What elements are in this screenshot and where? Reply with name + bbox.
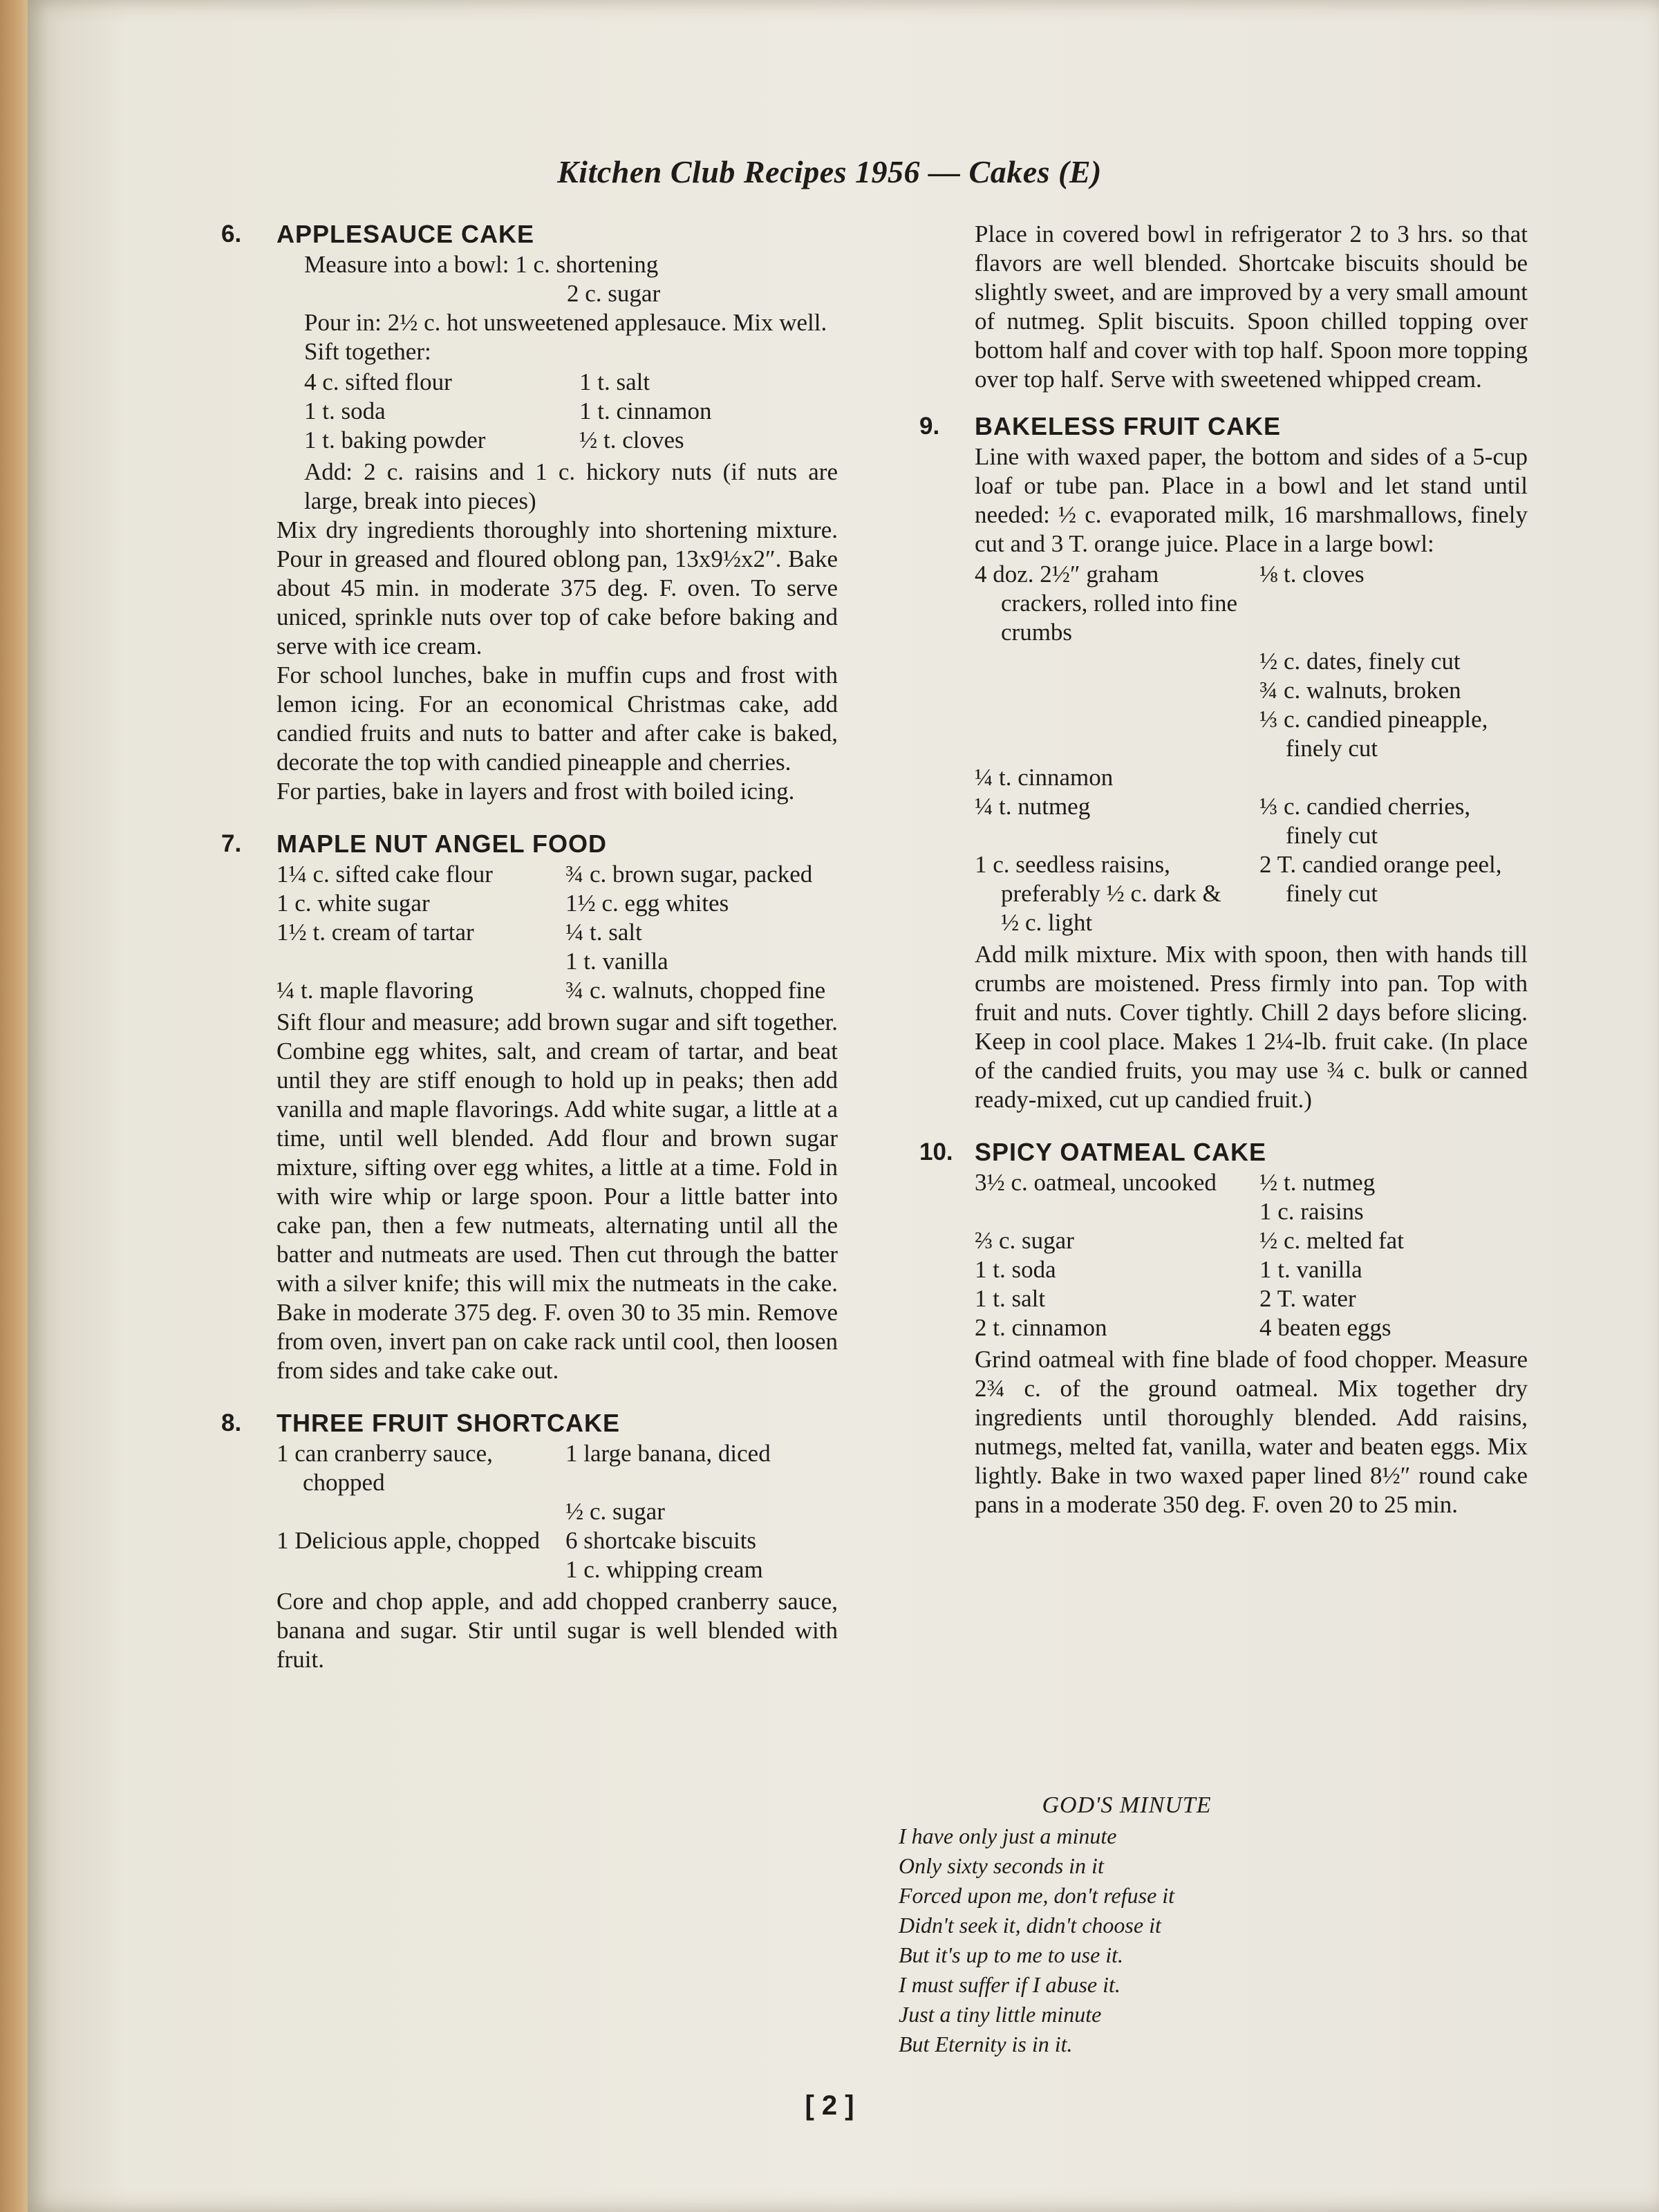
ingredient: [975, 676, 1243, 705]
recipe-text: Pour in: 2½ c. hot unsweetened applesauce. Mix well.: [304, 309, 827, 336]
ingredient: ¼ t. maple flavoring: [276, 977, 474, 1004]
recipe-number: 9.: [919, 413, 940, 440]
ingredient: 1½ t. cream of tartar: [276, 919, 474, 946]
ingredient: ¼ t. nutmeg: [975, 793, 1091, 820]
poem-line: I have only just a minute: [899, 1824, 1117, 1848]
ingredient-list: [276, 860, 838, 1005]
ingredient: 4 c. sifted flour: [304, 368, 452, 395]
ingredient: 1 large banana, diced: [565, 1440, 771, 1467]
ingredient: 6 shortcake biscuits: [565, 1527, 757, 1554]
ingredient: 1 t. soda: [304, 397, 386, 424]
ingredient-list: [276, 1439, 838, 1584]
ingredient: 1 t. vanilla: [1259, 1256, 1362, 1283]
recipe-text: Sift together:: [304, 338, 431, 365]
ingredient: [276, 1555, 549, 1584]
ingredient: 1 t. baking powder: [304, 427, 486, 453]
ingredient: 1 Delicious apple, chopped: [276, 1527, 541, 1554]
recipe-paragraph: Grind oatmeal with fine blade of food chopper. Measure 2¾ c. of the ground oatmeal. Mix together dry ingredients until thoroughly blended. Add raisins, nutmegs, melted fat, vanilla, water and beaten eggs. Mix lightly. Bake in two waxed paper lined 8½″ round cake pans in a moderate 350 deg. F. oven 20 to 25 min.: [975, 1346, 1528, 1518]
recipe-applesauce-cake: [221, 220, 838, 806]
ingredient-list: [975, 1168, 1528, 1342]
ingredient-list: [975, 560, 1528, 937]
ingredient: [975, 647, 1243, 676]
poem-title: GOD'S MINUTE: [1042, 1792, 1212, 1818]
recipe-paragraph: Mix dry ingredients thoroughly into shortening mixture. Pour in greased and floured oblong pan, 13x9½x2″. Bake about 45 min. in moderate 375 deg. F. oven. To serve uniced, sprinkle nuts over top of cake before baking and serve with ice cream.: [276, 516, 838, 659]
ingredient: 4 doz. 2½″ graham crackers, rolled into fine crumbs: [975, 561, 1238, 646]
poem-line: Just a tiny little minute: [899, 2002, 1102, 2027]
ingredient: ½ t. nutmeg: [1259, 1169, 1376, 1196]
recipe-maple-nut-angel-food: [221, 830, 838, 1385]
ingredient: 1 can cranberry sauce, chopped: [276, 1440, 493, 1496]
ingredient: ½ c. dates, finely cut: [1259, 648, 1461, 675]
recipe-paragraph: For school lunches, bake in muffin cups and frost with lemon icing. For an economical Christmas cake, add candied fruits and nuts to batter and after cake is baked, decorate the top with candied pineapple and cherries.: [276, 662, 838, 776]
page-title: Kitchen Club Recipes 1956 — Cakes (E): [557, 154, 1102, 189]
poem-line: Didn't seek it, didn't choose it: [899, 1913, 1161, 1938]
ingredient: ½ t. cloves: [579, 427, 684, 453]
ingredient: ⅛ t. cloves: [1259, 561, 1365, 588]
recipe-title: MAPLE NUT ANGEL FOOD: [276, 830, 607, 858]
ingredient-list: [276, 368, 838, 455]
recipe-text: Measure into a bowl: 1 c. shortening: [304, 251, 659, 278]
ingredient: [975, 705, 1243, 763]
ingredient: 1 t. salt: [975, 1285, 1046, 1312]
ingredient: ¾ c. brown sugar, packed: [565, 861, 813, 888]
ingredient: [276, 1497, 549, 1526]
recipe-title: SPICY OATMEAL CAKE: [975, 1138, 1267, 1166]
ingredient: ⅓ c. candied pineapple, finely cut: [1259, 706, 1488, 762]
recipe-bakeless-fruit-cake: [919, 412, 1528, 1114]
ingredient: 4 beaten eggs: [1259, 1314, 1391, 1341]
ingredient: [276, 947, 549, 976]
ingredient: ¾ c. walnuts, chopped fine: [565, 977, 826, 1004]
recipe-title: THREE FRUIT SHORTCAKE: [276, 1409, 620, 1437]
recipe-paragraph: Core and chop apple, and add chopped cranberry sauce, banana and sugar. Stir until sugar is well blended with fruit.: [276, 1588, 838, 1673]
recipe-number: 6.: [221, 221, 242, 247]
ingredient: 1½ c. egg whites: [565, 890, 729, 917]
ingredient: ½ c. melted fat: [1259, 1227, 1404, 1254]
ingredient: 1 t. cinnamon: [579, 397, 712, 424]
gods-minute-poem: [899, 1790, 1355, 2059]
ingredient: 1 t. salt: [579, 368, 650, 395]
poem-line: Only sixty seconds in it: [899, 1853, 1104, 1878]
recipe-title: APPLESAUCE CAKE: [276, 220, 535, 248]
page-number: [ 2 ]: [805, 2090, 854, 2121]
ingredient: ¼ t. cinnamon: [975, 764, 1114, 791]
ingredient: ¾ c. walnuts, broken: [1259, 677, 1461, 704]
ingredient: 2 t. cinnamon: [975, 1314, 1107, 1341]
ingredient: 1 t. vanilla: [565, 948, 668, 975]
recipe-paragraph: Sift flour and measure; add brown sugar and sift together. Combine egg whites, salt, and cream of tartar, and beat until they are stiff enough to hold up in peaks; then add vanilla and maple flavorings. Add white sugar, a little at a time, until well blended. Add flour and brown sugar mixture, sifting over egg whites, a little at a time. Fold in with wire whip or large spoon. Pour a little batter into cake pan, then a few nutmeats, alternating until all the batter and nutmeats are used. Then cut through the batter with a silver knife; this will mix the nutmeats in the cake. Bake in moderate 375 deg. F. oven 30 to 35 min. Remove from oven, invert pan on cake rack until cool, then loosen from sides and take cake out.: [276, 1009, 838, 1384]
right-column: [919, 220, 1528, 1543]
recipe-paragraph: Add milk mixture. Mix with spoon, then with hands till crumbs are moistened. Press firmly into pan. Top with fruit and nuts. Cover tightly. Chill 2 days before slicing. Keep in cool place. Makes 1 2¼-lb. fruit cake. (In place of the candied fruits, you may use ¾ c. bulk or canned ready-mixed, cut up candied fruit.): [975, 941, 1528, 1113]
ingredient: 1 c. white sugar: [276, 890, 430, 917]
ingredient: [1259, 763, 1528, 792]
ingredient: [975, 1197, 1243, 1226]
ingredient: ¼ t. salt: [565, 919, 642, 946]
ingredient: ⅔ c. sugar: [975, 1227, 1074, 1254]
ingredient: 1¼ c. sifted cake flour: [276, 861, 493, 888]
recipe-spicy-oatmeal-cake: [919, 1138, 1528, 1519]
ingredient: 1 c. raisins: [1259, 1198, 1364, 1225]
recipe-number: 10.: [919, 1138, 953, 1165]
recipe-paragraph: For parties, bake in layers and frost with boiled icing.: [276, 778, 795, 805]
left-column: [221, 220, 838, 1698]
recipe-three-fruit-shortcake-continued: [975, 220, 1528, 394]
ingredient: 1 c. seedless raisins, preferably ½ c. dark & ½ c. light: [975, 851, 1221, 936]
recipe-title: BAKELESS FRUIT CAKE: [975, 412, 1282, 440]
poem-line: But it's up to me to use it.: [899, 1942, 1124, 1967]
poem-line: Forced upon me, don't refuse it: [899, 1883, 1175, 1908]
recipe-paragraph: Line with waxed paper, the bottom and sides of a 5-cup loaf or tube pan. Place in a bowl and let stand until needed: ½ c. evaporated milk, 16 marshmallows, finely cut and 3 T. orange juice. Place in a large bowl:: [975, 443, 1528, 557]
ingredient: 2 T. candied orange peel, finely cut: [1259, 851, 1502, 907]
ingredient: 3½ c. oatmeal, uncooked: [975, 1169, 1217, 1196]
recipe-three-fruit-shortcake: [221, 1409, 838, 1674]
poem-line: I must suffer if I abuse it.: [899, 1972, 1121, 1997]
ingredient: 1 t. soda: [975, 1256, 1056, 1283]
recipe-number: 7.: [221, 830, 242, 857]
ingredient: 2 T. water: [1259, 1285, 1356, 1312]
ingredient: ½ c. sugar: [565, 1498, 665, 1525]
poem-line: But Eternity is in it.: [899, 2032, 1073, 2056]
recipe-paragraph: Place in covered bowl in refrigerator 2 to 3 hrs. so that flavors are well blended. Shortcake biscuits should be slightly sweet, and are improved by a very small amount of nutmeg. Split biscuits. Spoon chilled topping over bottom half and cover with top half. Spoon more topping over top half. Serve with sweetened whipped cream.: [975, 221, 1528, 393]
recipe-text: 2 c. sugar: [567, 280, 661, 307]
ingredient: 1 c. whipping cream: [565, 1556, 763, 1583]
recipe-text: Add: 2 c. raisins and 1 c. hickory nuts (if nuts are large, break into pieces): [304, 458, 838, 514]
recipe-number: 8.: [221, 1409, 242, 1436]
ingredient: ⅓ c. candied cherries, finely cut: [1259, 793, 1471, 849]
